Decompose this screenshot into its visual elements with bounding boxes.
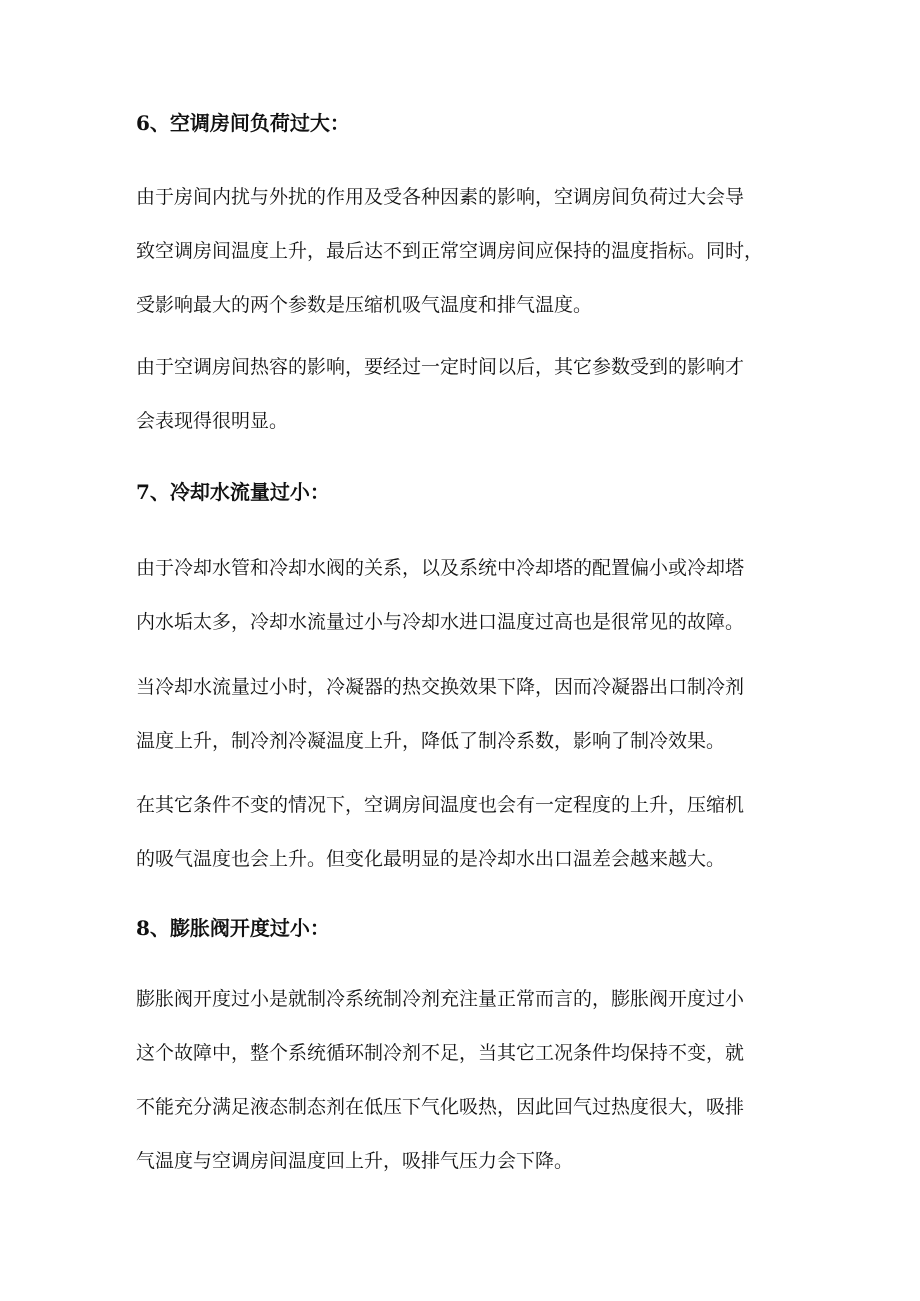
text-line: 由于房间内扰与外扰的作用及受各种因素的影响，空调房间负荷过大会导 xyxy=(136,186,745,208)
text-line: 由于冷却水管和冷却水阀的关系，以及系统中冷却塔的配置偏小或冷却塔 xyxy=(136,557,745,579)
text-line: 由于空调房间热容的影响，要经过一定时间以后，其它参数受到的影响才 xyxy=(136,356,745,378)
section-6-title: 、空调房间负荷过大： xyxy=(149,111,350,135)
text-line: 受影响最大的两个参数是压缩机吸气温度和排气温度。 xyxy=(136,294,593,316)
text-line: 致空调房间温度上升，最后达不到正常空调房间应保持的温度指标。同时， xyxy=(136,240,764,262)
section-6-paragraph-1 xyxy=(136,170,816,332)
section-7-number: 7 xyxy=(136,480,150,504)
section-8-title: 、膨胀阀开度过小： xyxy=(149,916,330,940)
section-7-paragraph-3 xyxy=(136,778,816,886)
text-line: 温度上升，制冷剂冷凝温度上升，降低了制冷系数，影响了制冷效果。 xyxy=(136,730,726,752)
section-7-heading xyxy=(136,478,330,506)
section-6-number: 6 xyxy=(136,111,150,135)
text-line: 气温度与空调房间温度回上升，吸排气压力会下降。 xyxy=(136,1150,574,1172)
section-6-heading xyxy=(136,109,350,137)
text-line: 会表现得很明显。 xyxy=(136,410,289,432)
section-7-title: 、冷却水流量过小： xyxy=(149,480,330,504)
section-7-paragraph-1 xyxy=(136,541,816,649)
text-line: 在其它条件不变的情况下，空调房间温度也会有一定程度的上升，压缩机 xyxy=(136,794,745,816)
section-7-paragraph-2 xyxy=(136,660,816,768)
text-line: 这个故障中，整个系统循环制冷剂不足，当其它工况条件均保持不变，就 xyxy=(136,1042,745,1064)
section-8-number: 8 xyxy=(136,916,150,940)
section-8-heading xyxy=(136,914,330,942)
text-line: 的吸气温度也会上升。但变化最明显的是冷却水出口温差会越来越大。 xyxy=(136,848,726,870)
text-line: 当冷却水流量过小时，冷凝器的热交换效果下降，因而冷凝器出口制冷剂 xyxy=(136,676,745,698)
section-8-paragraph-1 xyxy=(136,972,816,1188)
text-line: 内水垢太多，冷却水流量过小与冷却水进口温度过高也是很常见的故障。 xyxy=(136,611,745,633)
text-line: 不能充分满足液态制态剂在低压下气化吸热，因此回气过热度很大，吸排 xyxy=(136,1096,745,1118)
text-line: 膨胀阀开度过小是就制冷系统制冷剂充注量正常而言的，膨胀阀开度过小 xyxy=(136,988,745,1010)
section-6-paragraph-2 xyxy=(136,340,816,448)
